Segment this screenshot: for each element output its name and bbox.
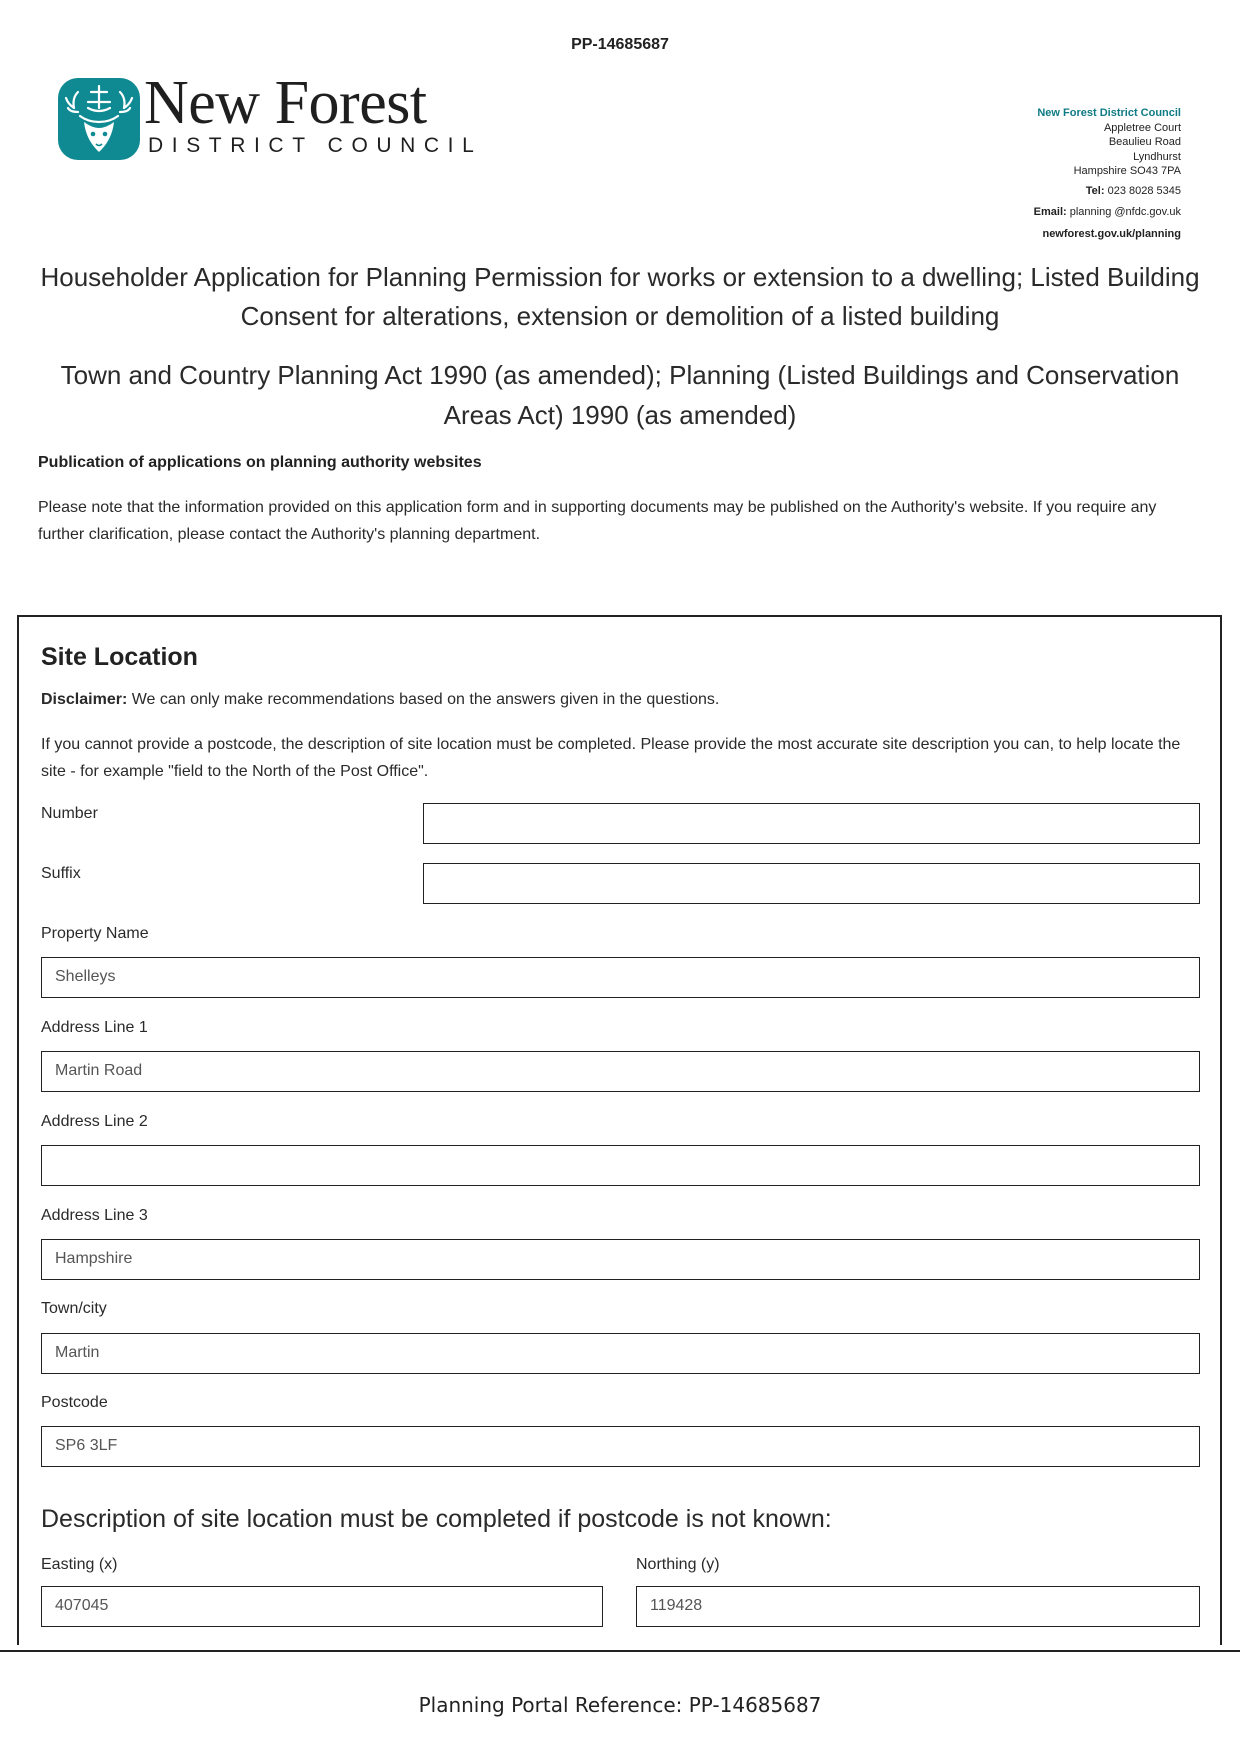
town-city-field[interactable]: Martin	[41, 1333, 1200, 1374]
logo-subtitle: DISTRICT COUNCIL	[148, 134, 483, 157]
address-line-3-field[interactable]: Hampshire	[41, 1239, 1200, 1280]
instructions: If you cannot provide a postcode, the description of site location must be completed. Please provide the most accurate site description you can, to help locate the site - for example "field to the North of the Post Office".	[41, 736, 1181, 780]
disclaimer: Disclaimer: We can only make recommendations based on the answers given in the questions.	[41, 691, 720, 708]
postcode-label: Postcode	[41, 1394, 108, 1411]
address-line: Hampshire SO43 7PA	[1073, 165, 1181, 177]
northing-label: Northing (y)	[636, 1556, 720, 1573]
council-logo	[58, 69, 488, 162]
number-label: Number	[41, 805, 98, 822]
property-name-label: Property Name	[41, 925, 149, 942]
town-city-label: Town/city	[41, 1300, 107, 1317]
address-email[interactable]: Email: planning @nfdc.gov.uk	[1033, 206, 1181, 218]
address-line-2-field[interactable]	[41, 1145, 1200, 1186]
logo-wordmark: New Forest	[144, 69, 427, 137]
description-heading: Description of site location must be completed if postcode is not known:	[41, 1505, 832, 1533]
page-divider	[0, 1650, 1240, 1652]
address-org: New Forest District Council	[1037, 107, 1181, 119]
postcode-field[interactable]: SP6 3LF	[41, 1426, 1200, 1467]
property-name-field[interactable]: Shelleys	[41, 957, 1200, 998]
suffix-label: Suffix	[41, 865, 81, 882]
address-tel: Tel: 023 8028 5345	[1085, 184, 1181, 197]
section-heading: Site Location	[41, 643, 198, 671]
address-line: Appletree Court	[1103, 121, 1181, 134]
address-line: Lyndhurst	[1133, 150, 1181, 163]
number-field[interactable]	[423, 803, 1200, 844]
address-line: Beaulieu Road	[1108, 136, 1181, 148]
address-line-1-field[interactable]: Martin Road	[41, 1051, 1200, 1092]
suffix-field[interactable]	[423, 863, 1200, 904]
easting-field[interactable]: 407045	[41, 1586, 603, 1627]
footer-reference: Planning Portal Reference: PP-14685687	[418, 1693, 822, 1717]
form-act: Town and Country Planning Act 1990 (as amended); Planning (Listed Buildings and Conservation Areas Act) 1990 (as amended)	[60, 360, 1180, 430]
reference-number: PP-14685687	[571, 36, 669, 53]
address-website[interactable]: newforest.gov.uk/planning	[1042, 227, 1181, 240]
publication-heading: Publication of applications on planning authority websites	[38, 454, 482, 471]
northing-field[interactable]: 119428	[636, 1586, 1200, 1627]
address-line-1-label: Address Line 1	[41, 1019, 148, 1036]
easting-label: Easting (x)	[41, 1556, 118, 1573]
address-line-2-label: Address Line 2	[41, 1113, 148, 1130]
publication-text: Please note that the information provided on this application form and in supporting documents may be published on the Authority's website. If you require any further clarification, please contact the Authority's planning department.	[38, 499, 1157, 543]
stag-head-ship-icon	[58, 78, 140, 160]
form-title: Householder Application for Planning Permission for works or extension to a dwelling; Listed Building Consent for alterations, extension or demolition of a listed building	[40, 262, 1200, 331]
address-line-3-label: Address Line 3	[41, 1207, 148, 1224]
council-address	[1034, 106, 1181, 241]
